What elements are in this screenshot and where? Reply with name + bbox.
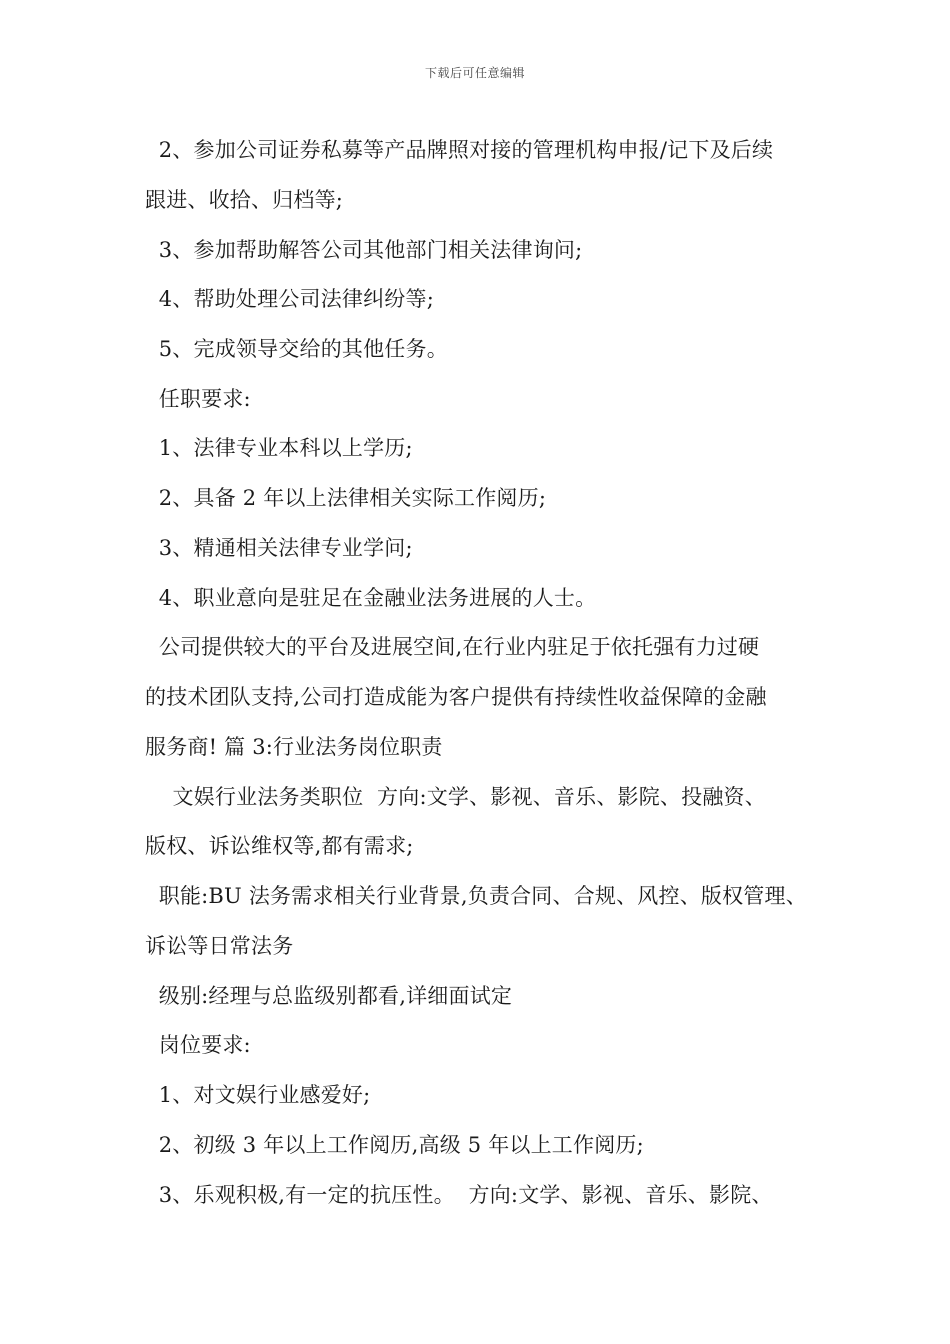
paragraph-line: 3、乐观积极,有一定的抗压性。 方向:文学、影视、音乐、影院、 <box>145 1183 773 1207</box>
paragraph-line: 文娱行业法务类职位 方向:文学、影视、音乐、影院、投融资、 <box>145 785 766 809</box>
paragraph-line: 级别:经理与总监级别都看,详细面试定 <box>145 984 513 1008</box>
paragraph-line: 诉讼等日常法务 <box>145 934 294 958</box>
page-header: 下载后可任意编辑 <box>424 66 525 80</box>
paragraph-line: 2、具备 2 年以上法律相关实际工作阅历; <box>145 486 547 510</box>
section-heading: 任职要求: <box>145 387 251 411</box>
paragraph-line: 1、对文娱行业感爱好; <box>145 1083 371 1107</box>
paragraph-line: 3、参加帮助解答公司其他部门相关法律询问; <box>145 238 583 262</box>
paragraph-line: 2、参加公司证券私募等产品牌照对接的管理机构申报/记下及后续 <box>145 138 774 162</box>
paragraph-line: 服务商! 篇 3:行业法务岗位职责 <box>145 735 443 759</box>
paragraph-line: 2、初级 3 年以上工作阅历,高级 5 年以上工作阅历; <box>145 1133 644 1157</box>
paragraph-line: 1、法律专业本科以上学历; <box>145 436 413 460</box>
paragraph-line: 4、职业意向是驻足在金融业法务进展的人士。 <box>145 586 597 610</box>
paragraph-line: 职能:BU 法务需求相关行业背景,负责合同、合规、风控、版权管理、 <box>145 884 807 908</box>
paragraph-line: 4、帮助处理公司法律纠纷等; <box>145 287 434 311</box>
section-heading: 岗位要求: <box>145 1033 251 1057</box>
paragraph-line: 的技术团队支持,公司打造成能为客户提供有持续性收益保障的金融 <box>145 685 767 709</box>
paragraph-line: 5、完成领导交给的其他任务。 <box>145 337 448 361</box>
paragraph-line: 公司提供较大的平台及进展空间,在行业内驻足于依托强有力过硬 <box>145 635 760 659</box>
paragraph-line: 跟进、收拾、归档等; <box>145 188 344 212</box>
paragraph-line: 3、精通相关法律专业学问; <box>145 536 413 560</box>
paragraph-line: 版权、诉讼维权等,都有需求; <box>145 834 414 858</box>
